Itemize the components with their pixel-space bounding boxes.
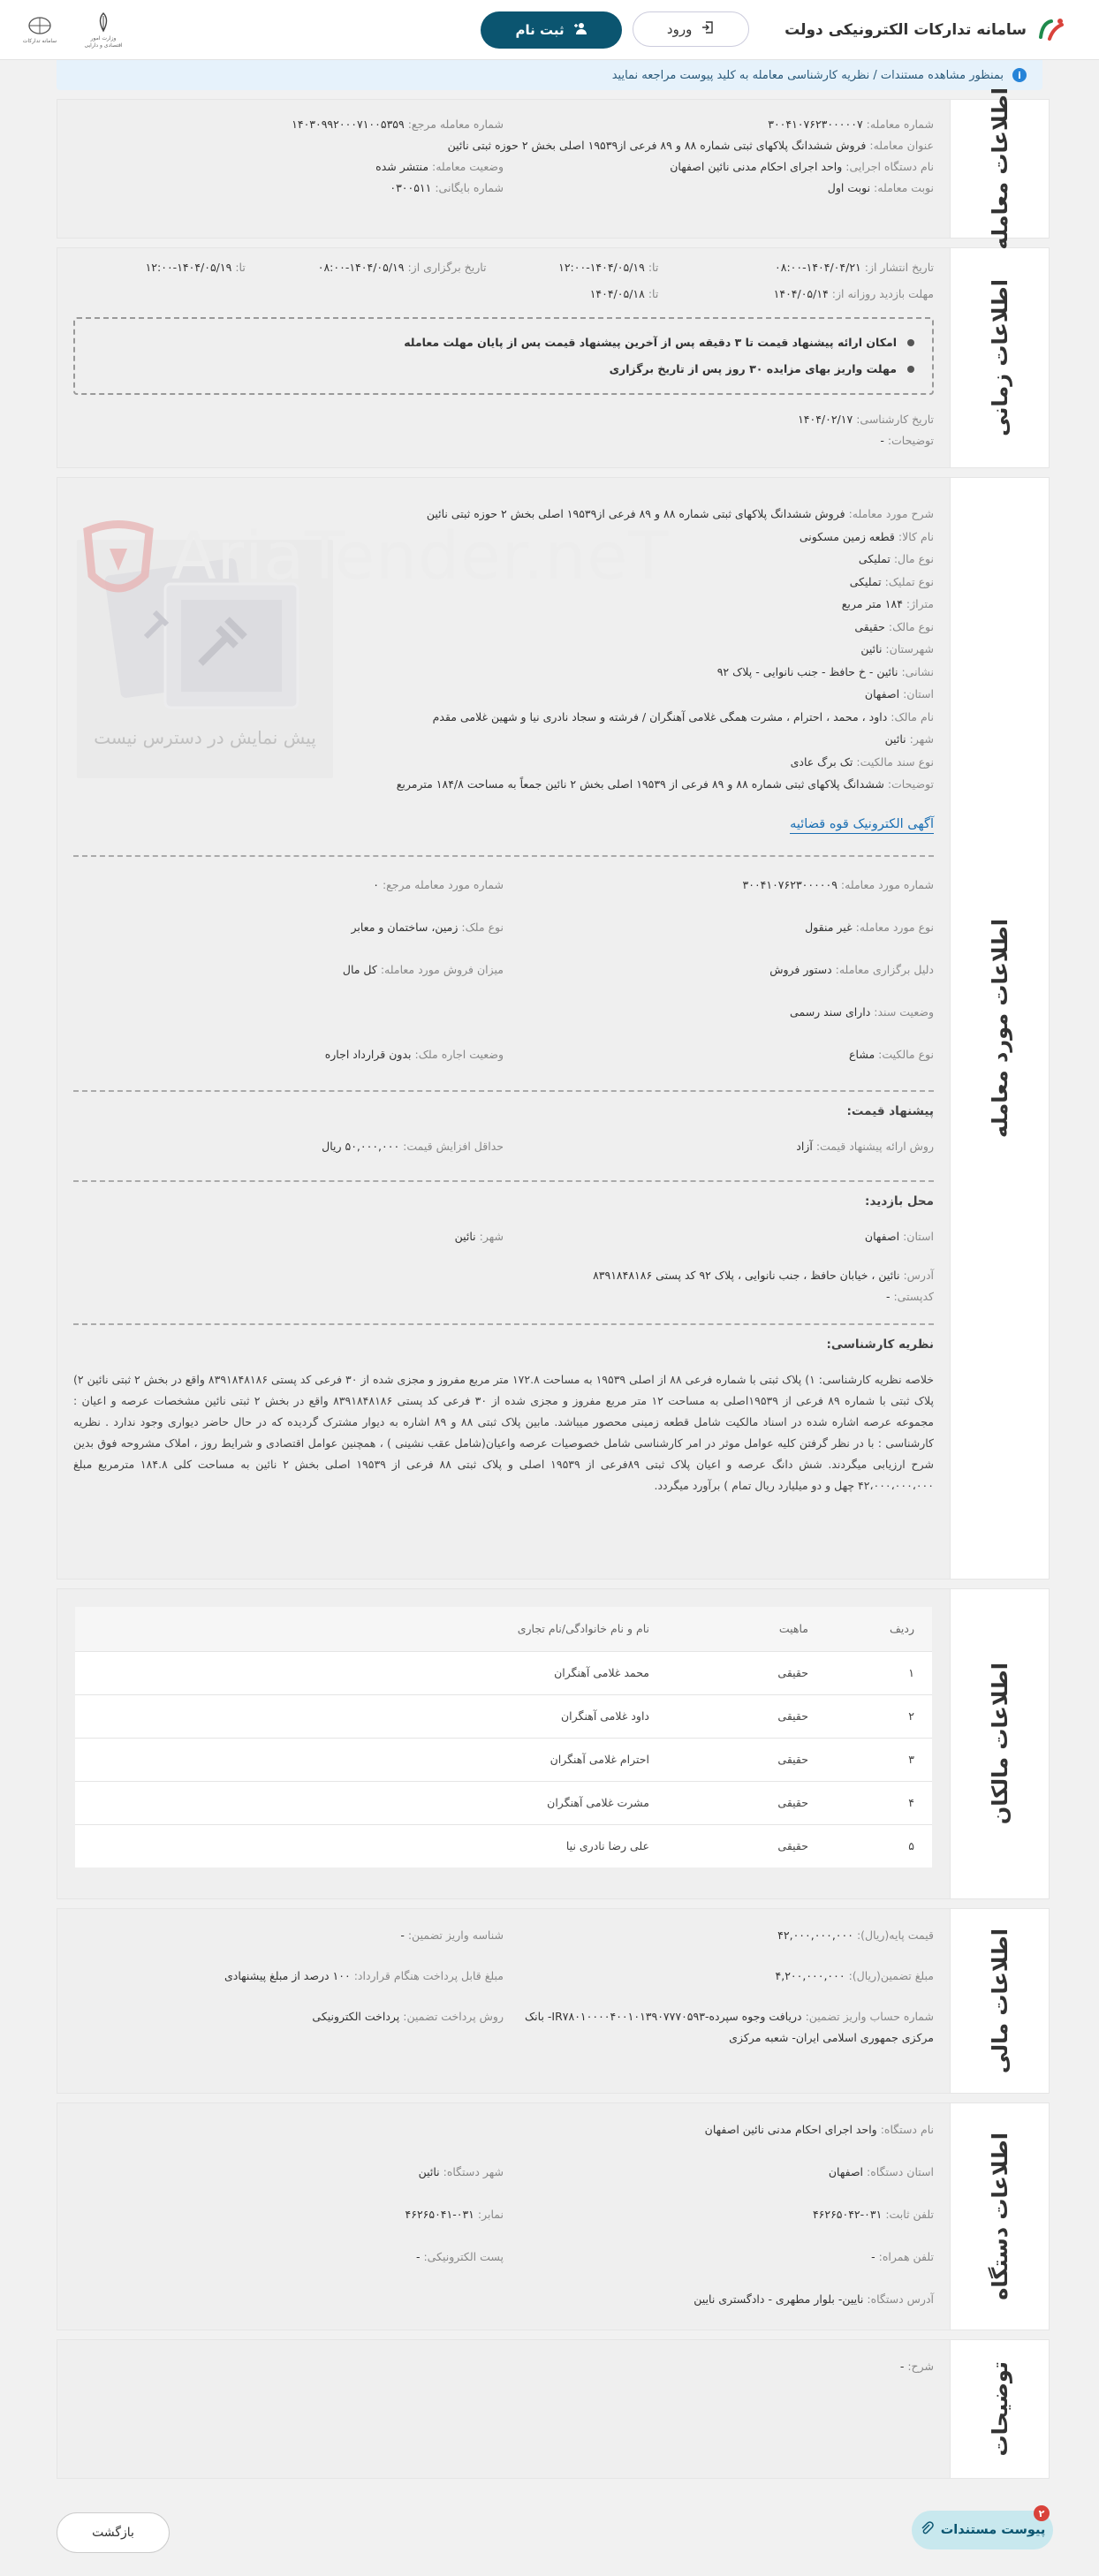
detail-value: فروش ششدانگ پلاکهای ثبتی شماره ۸۸ و ۸۹ فرعی از۱۹۵۳۹ اصلی بخش ۲ حوزه ثبتی نائین: [426, 507, 845, 520]
desc-label: شرح:: [907, 2360, 934, 2373]
expert-text: خلاصه نظریه کارشناسی: ۱) پلاک ثبتی با شماره فرعی ۸۸ از اصلی ۱۹۵۳۹ به مساحت ۱۷۲.۸ متر مربع مفروز و مجزی شده از ۳۰ فرعی کد پستی ۸۳۹۱۸۴۸۱۸۶ واقع در بخش ۲ ثبتی نائین ۲) پلاک ثبتی با شماره ۸۹ فرعی از ۱۹۵۳۹اصلی به مساحت ۱۲ متر مربع مفروز و مجزی شده از ۳۰ فرعی کد پستی ۸۳۹۱۸۴۸۱۸۶ واقع در بخش ۲ ثبتی نائین مشخصات عرصه و اعیان : مجموعه عرصه اشاره شده در اسناد مالکیت شامل قطعه زمینی محصور میباشد. مابین پلاک ثبتی ۸۸ و ۸۹ اشاره به دیوار مشترک گردیده که در حال حاضر دیواری وجود ندارد . نظریه کارشناسی : با در نظر گرفتن کلیه عوامل موثر در امر کارشناسی شامل خصوصیات عرصه واعیان(شامل عقب نشینی ) ، همچنین عوامل اقتصادی و شرایط روز ، املاک مشروحه فوق بدین شرح ارزیابی میگردند. شش دانگ عرصه و اعیان پلاک ثبتی ۸۹فرعی از ۱۹۵۳۹ اصلی و پلاک ثبتی ۸۸ فرعی از ۱۹۵۳۹ اصلی بخش ۲ نائین به مساحت کلی ۱۸۴.۸ مترمربع مبلغ ۴۲،۰۰۰،۰۰۰،۰۰۰ چهل و دو میلیارد ریال تمام ) برآورد میگردد.: [73, 1372, 935, 1492]
subject-label: عنوان معامله:: [869, 139, 934, 152]
transaction-section: [57, 87, 1050, 250]
org-city-label: شهر دستگاه:: [443, 2165, 504, 2178]
org-name: واحد اجرای احکام مدنی نائین اصفهان: [704, 2123, 877, 2136]
register-button[interactable]: [481, 11, 622, 49]
detail-row: [73, 683, 934, 706]
expert-date: ۱۴۰۴/۰۲/۱۷: [798, 413, 853, 426]
owner-type: حقیقی: [667, 1738, 826, 1781]
detail-row: [73, 593, 934, 616]
price-method: آزاد: [796, 1139, 813, 1153]
detail-label: توضیحات:: [887, 777, 934, 791]
item-grid-cell: [73, 1002, 504, 1023]
gov-logo: [81, 11, 125, 49]
owners-col-type: ماهیت: [667, 1607, 826, 1651]
brand[interactable]: [784, 12, 1069, 48]
gov-logo-text: وزارت امور اقتصادی و دارایی: [84, 34, 123, 49]
account-label: شماره حساب واریز تضمین:: [805, 2010, 934, 2023]
item-section: [57, 477, 1050, 1580]
divider: [73, 1323, 934, 1325]
grid-label: دلیل برگزاری معامله:: [835, 962, 934, 976]
owner-name: مشرت غلامی آهنگران: [75, 1781, 667, 1824]
timing-section: [57, 247, 1050, 468]
guarantee-label: مبلغ تضمین(ریال):: [848, 1969, 934, 1982]
item-details: [73, 503, 934, 796]
org-phone: ۰۳۱-۴۶۲۶۵۰۴۲: [812, 2208, 883, 2221]
detail-label: نام مالک:: [891, 709, 934, 724]
item-grid-cell: [73, 917, 504, 938]
add-user-icon: [573, 21, 587, 39]
item-grid-cell: [504, 917, 934, 938]
owners-col-row: ردیف: [826, 1607, 932, 1651]
back-button[interactable]: بازگشت: [57, 2512, 170, 2553]
item-section-title: اطلاعات مورد معامله: [950, 478, 1049, 1579]
finance-section-title: اطلاعات مالی: [950, 1909, 1049, 2093]
status-label: وضعیت معامله:: [432, 160, 504, 173]
item-grid-cell: [504, 875, 934, 896]
item-grid-cell: [504, 1044, 934, 1065]
detail-label: نشانی:: [901, 664, 934, 678]
detail-row: [73, 661, 934, 684]
detail-value: اصفهان: [864, 687, 900, 701]
owner-name: علی رضا نادری نیا: [75, 1824, 667, 1868]
owner-name: احترام غلامی آهنگران: [75, 1738, 667, 1781]
guarantee: ۴,۲۰۰,۰۰۰,۰۰۰: [775, 1969, 845, 1982]
detail-label: شهر:: [909, 732, 934, 746]
org-mobile-label: تلفن همراه:: [878, 2250, 934, 2263]
timing-section-title: اطلاعات زمانی: [950, 248, 1049, 467]
table-row: [75, 1738, 932, 1781]
device-label: نام دستگاه اجرایی:: [845, 160, 934, 173]
owner-type: حقیقی: [667, 1694, 826, 1738]
description-section-title: توضیحات: [950, 2340, 1049, 2478]
transaction-number-label: شماره معامله:: [866, 117, 934, 131]
min-increase-label: حداقل افزایش قیمت:: [403, 1139, 504, 1153]
org-address-label: آدرس دستگاه:: [867, 2292, 934, 2306]
grid-value: کل مال: [342, 962, 377, 976]
secondary-logo-text: سامانه تدارکات: [22, 37, 57, 44]
grid-value: مشاع: [849, 1047, 875, 1061]
attachments-button[interactable]: [912, 2507, 1053, 2549]
grid-value: زمین، ساختمان و معابر: [351, 920, 459, 934]
detail-value: حقیقی: [854, 619, 885, 633]
owner-type: حقیقی: [667, 1824, 826, 1868]
org-section: [57, 2102, 1050, 2330]
publish-to: ۱۴۰۴/۰۵/۱۹-۱۲:۰۰: [558, 261, 645, 274]
grid-value: ۰: [373, 877, 379, 891]
detail-row: [73, 548, 934, 571]
owners-col-name: نام و نام خانوادگی/نام تجاری: [75, 1607, 667, 1651]
no-image-text: پیش نمایش در دسترس نیست: [94, 727, 316, 748]
grid-value: دارای سند رسمی: [790, 1004, 871, 1019]
detail-row: [73, 616, 934, 639]
org-mobile: -: [871, 2250, 875, 2263]
item-grid-cell: [73, 959, 504, 981]
owner-type: حقیقی: [667, 1781, 826, 1824]
org-fax-label: نمابر:: [477, 2208, 504, 2221]
account: دریافت وجوه سپرده-IR۷۸۰۱۰۰۰۰۴۰۰۱۰۱۳۹۰۷۷۷۰۵۹۳- بانک مرکزی جمهوری اسلامی ایران- شعبه مرکزی: [524, 2010, 934, 2044]
visit-address-label: آدرس:: [903, 1268, 934, 1282]
transaction-section-title: اطلاعات معامله: [950, 100, 1049, 238]
detail-value: تک برگ عادی: [790, 754, 853, 769]
detail-row: [73, 773, 934, 796]
hold-to: ۱۴۰۴/۰۵/۱۹-۱۲:۰۰: [145, 261, 232, 274]
detail-label: نوع مال:: [893, 552, 934, 565]
grid-value: دستور فروش: [769, 962, 832, 976]
visit-province-label: استان:: [903, 1229, 934, 1243]
owner-row-number: ۴: [826, 1781, 932, 1824]
secondary-logo: [18, 15, 62, 45]
detail-value: نائین: [884, 732, 906, 746]
login-label: ورود: [666, 20, 693, 37]
visit-address: نائین ، خیابان حافظ ، جنب نانوایی ، پلاک ۹۲ کد پستی ۸۳۹۱۸۴۸۱۸۶: [593, 1268, 900, 1282]
grid-value: ۳۰۰۴۱۰۷۶۲۳۰۰۰۰۰۹: [742, 877, 838, 891]
org-fax: ۰۳۱-۴۶۲۶۵۰۴۱: [405, 2208, 474, 2221]
info-banner-text: بمنظور مشاهده مستندات / نظریه کارشناسی معامله به کلید پیوست مراجعه نمایید: [611, 68, 1004, 82]
detail-value: داود ، محمد ، احترام ، مشرت همگی غلامی آهنگران / فرشته و سجاد نادری نیا و شهین غلامی مقدم: [432, 709, 888, 724]
org-section-title: اطلاعات دستگاه: [950, 2103, 1049, 2330]
transaction-number: ۳۰۰۴۱۰۷۶۲۳۰۰۰۰۰۷: [768, 117, 863, 131]
description-section: [57, 2339, 1050, 2479]
paperclip-icon: [920, 2521, 934, 2539]
visit-province: اصفهان: [864, 1229, 900, 1243]
round-label: نوبت معامله:: [874, 181, 934, 194]
archive-label: شماره بایگانی:: [435, 181, 504, 194]
desc-value: -: [899, 2360, 905, 2373]
detail-label: متراژ:: [906, 597, 934, 610]
owners-section: [57, 1588, 1050, 1899]
divider: [73, 1180, 934, 1182]
min-increase: ۵۰,۰۰۰,۰۰۰ ریال: [322, 1139, 400, 1153]
detail-value: ۱۸۴ متر مربع: [841, 597, 903, 610]
org-email-label: پست الکترونیکی:: [423, 2250, 504, 2263]
price-heading: پیشنهاد قیمت:: [846, 1103, 934, 1118]
round: نوبت اول: [827, 181, 871, 194]
timing-desc: -: [880, 434, 884, 447]
hold-to-label: تا:: [235, 261, 246, 274]
owner-row-number: ۱: [826, 1651, 932, 1694]
attachments-label: پیوست مستندات: [940, 2523, 1046, 2537]
grid-label: وضعیت اجاره ملک:: [414, 1047, 504, 1061]
table-row: [75, 1651, 932, 1694]
table-row: [75, 1824, 932, 1868]
detail-label: شرح مورد معامله:: [848, 507, 934, 520]
publish-to-label: تا:: [648, 261, 659, 274]
detail-row: [73, 728, 934, 751]
detail-label: نوع تملیک:: [884, 574, 934, 588]
grid-label: شماره مورد معامله:: [840, 877, 934, 891]
item-grid-cell: [73, 1044, 504, 1065]
detail-value: تملیکی: [858, 552, 891, 565]
ref-number: ۱۴۰۳۰۹۹۲۰۰۰۷۱۰۰۵۳۵۹: [292, 117, 405, 131]
watermark-text: AriaTender.neT: [171, 519, 670, 595]
expert-date-label: تاریخ کارشناسی:: [856, 413, 934, 426]
org-province: اصفهان: [828, 2165, 864, 2178]
owner-type: حقیقی: [667, 1651, 826, 1694]
grid-value: بدون قرارداد اجاره: [324, 1047, 412, 1061]
owner-name: محمد غلامی آهنگران: [75, 1651, 667, 1694]
finance-section: [57, 1908, 1050, 2094]
device: واحد اجرای احکام مدنی نائین اصفهان: [670, 160, 843, 173]
notice-box: [73, 317, 934, 395]
deposit-id-label: شناسه واریز تضمین:: [407, 1928, 504, 1942]
brand-logo-icon: [1034, 12, 1069, 48]
item-grid-cell: [504, 1002, 934, 1023]
owner-name: داود غلامی آهنگران: [75, 1694, 667, 1738]
table-row: [75, 1694, 932, 1738]
owners-table: [75, 1607, 932, 1868]
detail-label: استان:: [903, 687, 934, 701]
detail-row: [73, 526, 934, 549]
detail-value: تملیکی: [849, 574, 882, 588]
grid-value: غیر منقول: [805, 920, 853, 934]
subject: فروش ششدانگ پلاکهای ثبتی شماره ۸۸ و ۸۹ فرعی از۱۹۵۳۹ اصلی بخش ۲ حوزه ثبتی نائین: [447, 139, 867, 152]
visit-from: ۱۴۰۴/۰۵/۱۴: [773, 287, 829, 300]
visit-postal-label: کدپستی:: [893, 1289, 934, 1303]
detail-label: نوع سند مالکیت:: [856, 754, 934, 769]
hold-from: ۱۴۰۴/۰۵/۱۹-۰۸:۰۰: [317, 261, 405, 274]
detail-label: نام کالا:: [898, 529, 934, 543]
visit-to: ۱۴۰۴/۰۵/۱۸: [589, 287, 645, 300]
register-label: ثبت نام: [515, 21, 565, 38]
base-price: ۴۲,۰۰۰,۰۰۰,۰۰۰: [777, 1928, 853, 1942]
table-row: [75, 1781, 932, 1824]
item-grid: [73, 875, 934, 1087]
archive-number: ۰۳۰۰۵۱۱: [390, 181, 432, 194]
price-method-label: روش ارائه پیشنهاد قیمت:: [815, 1139, 934, 1153]
notice-item: مهلت واریز بهای مزایده ۳۰ روز پس از تاریخ برگزاری: [93, 356, 914, 383]
visit-postal: -: [885, 1289, 891, 1303]
org-email: -: [415, 2250, 421, 2263]
globe-icon: [27, 15, 53, 36]
owner-row-number: ۳: [826, 1738, 932, 1781]
visit-from-label: مهلت بازدید روزانه از:: [831, 287, 934, 300]
item-grid-cell: [504, 959, 934, 981]
info-banner: [57, 60, 1042, 90]
owner-row-number: ۲: [826, 1694, 932, 1738]
payment-method-label: روش پرداخت تضمین:: [403, 2010, 504, 2023]
grid-label: نوع مالکیت:: [878, 1047, 934, 1061]
login-button[interactable]: [633, 11, 749, 47]
ref-number-label: شماره معامله مرجع:: [407, 117, 504, 131]
timing-desc-label: توضیحات:: [887, 434, 934, 447]
visit-city-label: شهر:: [479, 1229, 504, 1243]
payable: ۱۰۰ درصد از مبلغ پیشنهادی: [224, 1969, 351, 1982]
publish-from-label: تاریخ انتشار از:: [864, 261, 934, 274]
org-address: نایین- بلوار مطهری - دادگستری نایین: [694, 2292, 864, 2306]
visit-city: نائین: [454, 1229, 476, 1243]
status-badge: منتشر شده: [375, 160, 429, 173]
payable-label: مبلغ قابل پرداخت هنگام قرارداد:: [353, 1969, 504, 1982]
attachments-count-badge: ۲: [1034, 2505, 1050, 2521]
divider: [73, 1090, 934, 1092]
publish-from: ۱۴۰۴/۰۴/۲۱-۰۸:۰۰: [775, 261, 861, 274]
judiciary-notice-link[interactable]: آگهی الکترونیک قوه قضائیه: [790, 817, 934, 834]
hold-from-label: تاریخ برگزاری از:: [407, 261, 487, 274]
expert-heading: نظریه کارشناسی:: [826, 1337, 934, 1352]
detail-row: [73, 706, 934, 729]
detail-value: نائین - خ حافظ - جنب نانوایی - پلاک ۹۲: [716, 664, 898, 678]
brand-title: سامانه تدارکات الکترونیکی دولت: [784, 20, 1027, 39]
org-province-label: استان دستگاه:: [867, 2165, 934, 2178]
item-grid-cell: [73, 875, 504, 896]
org-name-label: نام دستگاه:: [880, 2123, 934, 2136]
org-phone-label: تلفن ثابت:: [885, 2208, 934, 2221]
top-header: [0, 0, 1099, 60]
detail-value: نائین: [860, 642, 883, 655]
deposit-id: -: [400, 1928, 405, 1942]
base-price-label: قیمت پایه(ریال):: [856, 1928, 934, 1942]
login-icon: [701, 20, 715, 38]
grid-label: شماره مورد معامله مرجع:: [382, 877, 504, 891]
visit-heading: محل بازدید:: [865, 1193, 934, 1208]
notice-item: امکان ارائه پیشنهاد قیمت تا ۳ دقیقه پس از آخرین پیشنهاد قیمت پس از پایان مهلت معامله: [93, 330, 914, 356]
detail-label: شهرستان:: [885, 642, 934, 655]
footer-actions: [0, 2479, 1099, 2576]
detail-value: ششدانگ پلاکهای ثبتی شماره ۸۸ و ۸۹ فرعی از ۱۹۵۳۹ اصلی بخش ۲ نائین جمعاً به مساحت ۱۸۴/۸ مترمربع: [396, 777, 884, 791]
emblem-icon: [92, 11, 115, 34]
owner-row-number: ۵: [826, 1824, 932, 1868]
detail-row: [73, 503, 934, 526]
visit-to-label: تا:: [648, 287, 659, 300]
detail-value: قطعه زمین مسکونی: [799, 529, 895, 543]
grid-label: میزان فروش مورد معامله:: [380, 962, 504, 976]
owners-section-title: اطلاعات مالکان: [950, 1589, 1049, 1898]
detail-row: [73, 571, 934, 594]
grid-label: نوع مورد معامله:: [855, 920, 934, 934]
org-city: نائین: [418, 2165, 440, 2178]
detail-label: نوع مالک:: [888, 619, 934, 633]
grid-label: وضعیت سند:: [874, 1004, 934, 1019]
detail-row: [73, 638, 934, 661]
info-icon: i: [1012, 68, 1027, 82]
detail-row: [73, 751, 934, 774]
payment-method: پرداخت الکترونیکی: [312, 2010, 400, 2023]
divider: [73, 855, 934, 857]
grid-label: نوع ملک:: [461, 920, 504, 934]
